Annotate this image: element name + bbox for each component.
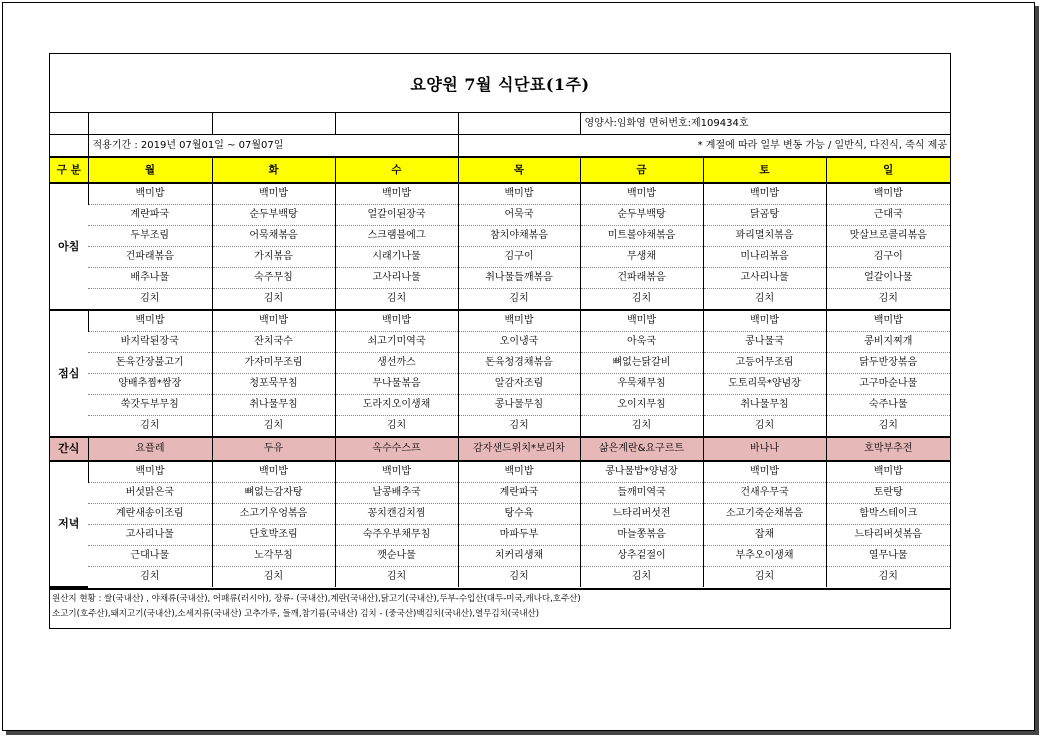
menu-cell: 버섯맑은국 bbox=[88, 483, 212, 504]
header-sat: 토 bbox=[703, 157, 826, 183]
menu-cell: 바지락된장국 bbox=[88, 332, 212, 353]
menu-cell: 백미밥 bbox=[212, 461, 335, 483]
menu-cell: 깻순나물 bbox=[335, 546, 458, 567]
period-info: 적용기간 : 2019년 07월01일 ~ 07월07일 bbox=[88, 135, 458, 158]
menu-cell: 쇠고기미역국 bbox=[335, 332, 458, 353]
menu-cell: 백미밥 bbox=[458, 461, 580, 483]
menu-cell: 콩나물국 bbox=[703, 332, 826, 353]
menu-cell: 김치 bbox=[335, 289, 458, 311]
lunch-row bbox=[50, 395, 950, 416]
menu-cell: 근대국 bbox=[826, 205, 950, 226]
menu-cell: 김구이 bbox=[458, 247, 580, 268]
lunch-row bbox=[50, 416, 950, 438]
header-row bbox=[50, 157, 950, 183]
menu-cell: 치커리생채 bbox=[458, 546, 580, 567]
page-title: 요양원 7월 식단표(1주) bbox=[50, 54, 950, 113]
menu-cell: 김치 bbox=[88, 289, 212, 311]
menu-cell: 김치 bbox=[88, 416, 212, 438]
menu-cell: 고사리나물 bbox=[703, 268, 826, 289]
snack-cell: 호박부추전 bbox=[826, 437, 950, 461]
menu-cell: 돈육간장불고기 bbox=[88, 353, 212, 374]
spreadsheet-page bbox=[2, 2, 1035, 731]
menu-cell: 닭두반장볶음 bbox=[826, 353, 950, 374]
menu-cell: 도토리묵*양념장 bbox=[703, 374, 826, 395]
menu-cell: 백미밥 bbox=[88, 310, 212, 332]
menu-cell: 백미밥 bbox=[703, 183, 826, 205]
menu-cell: 마파두부 bbox=[458, 525, 580, 546]
lunch-row bbox=[50, 374, 950, 395]
dinner-row bbox=[50, 567, 950, 588]
menu-cell: 생선까스 bbox=[335, 353, 458, 374]
menu-table bbox=[50, 113, 950, 588]
dinner-row bbox=[50, 525, 950, 546]
menu-cell: 김치 bbox=[458, 416, 580, 438]
header-category: 구 분 bbox=[50, 157, 88, 183]
menu-cell: 양배추찜*쌈장 bbox=[88, 374, 212, 395]
menu-cell: 숙주나물 bbox=[826, 395, 950, 416]
snack-cell: 감자샌드위치*보리차 bbox=[458, 437, 580, 461]
menu-cell: 맛살브로콜리볶음 bbox=[826, 226, 950, 247]
menu-cell: 김치 bbox=[140, 571, 160, 582]
header-tue: 화 bbox=[212, 157, 335, 183]
menu-cell: 탕수육 bbox=[458, 504, 580, 525]
menu-cell: 백미밥 bbox=[580, 183, 703, 205]
meta-row-period bbox=[50, 135, 950, 158]
lunch-label: 점심 bbox=[50, 310, 88, 437]
menu-cell: 꽈리멸치볶음 bbox=[703, 226, 826, 247]
menu-cell: 백미밥 bbox=[703, 461, 826, 483]
menu-cell: 순두부백탕 bbox=[580, 205, 703, 226]
dinner-row bbox=[50, 461, 950, 483]
menu-cell: 김치 bbox=[580, 567, 703, 588]
menu-cell: 상추겉절이 bbox=[580, 546, 703, 567]
menu-cell: 가자미무조림 bbox=[212, 353, 335, 374]
menu-cell: 시래기나물 bbox=[335, 247, 458, 268]
menu-cell: 취나물무침 bbox=[703, 395, 826, 416]
breakfast-row bbox=[50, 268, 950, 289]
header-thu: 목 bbox=[458, 157, 580, 183]
snack-cell: 삶은계란&요구르트 bbox=[580, 437, 703, 461]
menu-sheet bbox=[49, 53, 951, 629]
menu-cell: 무생채 bbox=[580, 247, 703, 268]
menu-cell: 김치 bbox=[703, 289, 826, 311]
menu-cell: 소고기우엉볶음 bbox=[212, 504, 335, 525]
menu-cell: 숙주무침 bbox=[212, 268, 335, 289]
menu-cell: 돈육청경채볶음 bbox=[458, 353, 580, 374]
meta-row-dietitian bbox=[50, 113, 950, 135]
breakfast-row bbox=[50, 247, 950, 268]
menu-cell: 고등어무조림 bbox=[703, 353, 826, 374]
menu-cell: 고사리나물 bbox=[335, 268, 458, 289]
menu-cell: 계란파국 bbox=[88, 205, 212, 226]
menu-cell: 알감자조림 bbox=[458, 374, 580, 395]
menu-cell: 단호박조림 bbox=[212, 525, 335, 546]
dinner-row bbox=[50, 483, 950, 504]
menu-cell: 김치 bbox=[212, 416, 335, 438]
menu-cell: 느타리버섯볶음 bbox=[826, 525, 950, 546]
menu-cell: 김치 bbox=[703, 567, 826, 588]
menu-cell: 느타리버섯전 bbox=[580, 504, 703, 525]
lunch-row bbox=[50, 310, 950, 332]
menu-cell: 김치 bbox=[212, 567, 335, 588]
menu-cell: 취나물들깨볶음 bbox=[458, 268, 580, 289]
origin-line-2: 소고기(호주산),돼지고기(국내산),소세지류(국내산) 고추가루, 들깨,참기름(국내산) 김치 - (중국산)백김치(국내산),열무김치(국내산) bbox=[52, 609, 540, 619]
menu-cell: 백미밥 bbox=[88, 183, 212, 205]
header-sun: 일 bbox=[826, 157, 950, 183]
menu-cell: 콩나물무침 bbox=[458, 395, 580, 416]
origin-line-1: 원산지 현황 : 쌀(국내산) , 야채류(국내산), 어패류(러시아), 장류- (국내산),계란(국내산),닭고기(국내산),두부-수입산(대두-미국,캐나다,호주산) bbox=[52, 594, 581, 604]
lunch-row bbox=[50, 332, 950, 353]
menu-cell: 백미밥 bbox=[703, 310, 826, 332]
menu-cell: 백미밥 bbox=[335, 183, 458, 205]
menu-cell: 배추나물 bbox=[88, 268, 212, 289]
menu-cell: 가지볶음 bbox=[212, 247, 335, 268]
menu-cell: 잔치국수 bbox=[212, 332, 335, 353]
breakfast-row bbox=[50, 205, 950, 226]
menu-cell: 건새우무국 bbox=[703, 483, 826, 504]
menu-cell: 백미밥 bbox=[826, 183, 950, 205]
menu-cell: 콩비지찌개 bbox=[826, 332, 950, 353]
menu-cell: 건파래볶음 bbox=[88, 247, 212, 268]
menu-cell: 들깨미역국 bbox=[580, 483, 703, 504]
menu-cell: 순두부백탕 bbox=[212, 205, 335, 226]
breakfast-row bbox=[50, 289, 950, 311]
menu-cell: 무나물볶음 bbox=[335, 374, 458, 395]
menu-cell: 오이지무침 bbox=[580, 395, 703, 416]
menu-cell: 어묵채볶음 bbox=[212, 226, 335, 247]
menu-cell: 뼈없는감자탕 bbox=[212, 483, 335, 504]
menu-cell: 뼈없는닭갈비 bbox=[580, 353, 703, 374]
dietitian-info: 영양사:임화영 면허번호:제109434호 bbox=[580, 113, 950, 135]
menu-cell: 스크램블에그 bbox=[335, 226, 458, 247]
menu-cell: 김치 bbox=[580, 416, 703, 438]
snack-cell: 두유 bbox=[212, 437, 335, 461]
menu-cell: 계란새송이조림 bbox=[88, 504, 212, 525]
snack-cell: 바나나 bbox=[703, 437, 826, 461]
dinner-row bbox=[50, 504, 950, 525]
menu-cell: 김치 bbox=[335, 567, 458, 588]
menu-cell: 계란파국 bbox=[458, 483, 580, 504]
menu-cell: 백미밥 bbox=[335, 310, 458, 332]
menu-cell: 쑥갓두부무침 bbox=[88, 395, 212, 416]
menu-cell: 건파래볶음 bbox=[580, 268, 703, 289]
header-mon: 월 bbox=[88, 157, 212, 183]
menu-cell: 고사리나물 bbox=[88, 525, 212, 546]
menu-cell: 마늘쫑볶음 bbox=[580, 525, 703, 546]
snack-cell: 옥수수스프 bbox=[335, 437, 458, 461]
menu-cell: 김구이 bbox=[826, 247, 950, 268]
lunch-row bbox=[50, 353, 950, 374]
menu-cell: 열무나물 bbox=[826, 546, 950, 567]
menu-cell: 토란탕 bbox=[826, 483, 950, 504]
snack-row bbox=[50, 437, 950, 461]
menu-cell: 얼갈이된장국 bbox=[335, 205, 458, 226]
menu-cell: 김치 bbox=[458, 567, 580, 588]
dinner-label: 저녁 bbox=[50, 461, 88, 587]
menu-cell: 오이냉국 bbox=[458, 332, 580, 353]
menu-cell: 미트볼야채볶음 bbox=[580, 226, 703, 247]
menu-cell: 참치야채볶음 bbox=[458, 226, 580, 247]
header-fri: 금 bbox=[580, 157, 703, 183]
breakfast-label: 아침 bbox=[50, 183, 88, 310]
menu-cell: 김치 bbox=[826, 567, 950, 588]
snack-cell: 요플레 bbox=[88, 437, 212, 461]
menu-cell: 취나물무침 bbox=[212, 395, 335, 416]
menu-cell: 김치 bbox=[826, 416, 950, 438]
menu-cell: 백미밥 bbox=[826, 310, 950, 332]
snack-label: 간식 bbox=[50, 437, 88, 461]
header-wed: 수 bbox=[335, 157, 458, 183]
menu-cell: 닭곰탕 bbox=[703, 205, 826, 226]
menu-cell: 미나리볶음 bbox=[703, 247, 826, 268]
menu-cell: 백미밥 bbox=[212, 183, 335, 205]
menu-cell: 소고기죽순채볶음 bbox=[703, 504, 826, 525]
menu-cell: 김치 bbox=[458, 289, 580, 311]
menu-cell: 백미밥 bbox=[458, 183, 580, 205]
menu-cell: 어묵국 bbox=[458, 205, 580, 226]
menu-cell: 두부조림 bbox=[88, 226, 212, 247]
menu-cell: 김치 bbox=[580, 289, 703, 311]
menu-cell: 도라지오이생채 bbox=[335, 395, 458, 416]
menu-cell: 얼갈이나물 bbox=[826, 268, 950, 289]
menu-cell: 백미밥 bbox=[335, 461, 458, 483]
menu-cell: 함박스테이크 bbox=[826, 504, 950, 525]
menu-cell: 백미밥 bbox=[212, 310, 335, 332]
origin-info bbox=[50, 588, 950, 628]
breakfast-row bbox=[50, 183, 950, 205]
menu-cell: 우묵채무침 bbox=[580, 374, 703, 395]
menu-cell: 날콩배추국 bbox=[335, 483, 458, 504]
menu-cell: 잡채 bbox=[703, 525, 826, 546]
menu-cell: 고구마순나물 bbox=[826, 374, 950, 395]
menu-cell: 김치 bbox=[703, 416, 826, 438]
breakfast-row bbox=[50, 226, 950, 247]
menu-cell: 아욱국 bbox=[580, 332, 703, 353]
dinner-row bbox=[50, 546, 950, 567]
menu-cell: 백미밥 bbox=[826, 461, 950, 483]
menu-cell: 청포묵무침 bbox=[212, 374, 335, 395]
menu-cell: 꽁치캔김치찜 bbox=[335, 504, 458, 525]
menu-cell: 김치 bbox=[335, 416, 458, 438]
notice-info: * 계절에 따라 일부 변동 가능 / 일반식, 다진식, 죽식 제공 bbox=[458, 135, 950, 158]
menu-cell: 김치 bbox=[212, 289, 335, 311]
menu-cell: 백미밥 bbox=[458, 310, 580, 332]
menu-cell: 백미밥 bbox=[88, 461, 212, 483]
menu-cell: 콩나물밥*양념장 bbox=[580, 461, 703, 483]
menu-cell: 근대나물 bbox=[88, 546, 212, 567]
menu-cell: 김치 bbox=[826, 289, 950, 311]
menu-cell: 백미밥 bbox=[580, 310, 703, 332]
menu-cell: 숙주우부채무침 bbox=[335, 525, 458, 546]
menu-cell: 노각무침 bbox=[212, 546, 335, 567]
menu-cell: 부추오이생채 bbox=[703, 546, 826, 567]
